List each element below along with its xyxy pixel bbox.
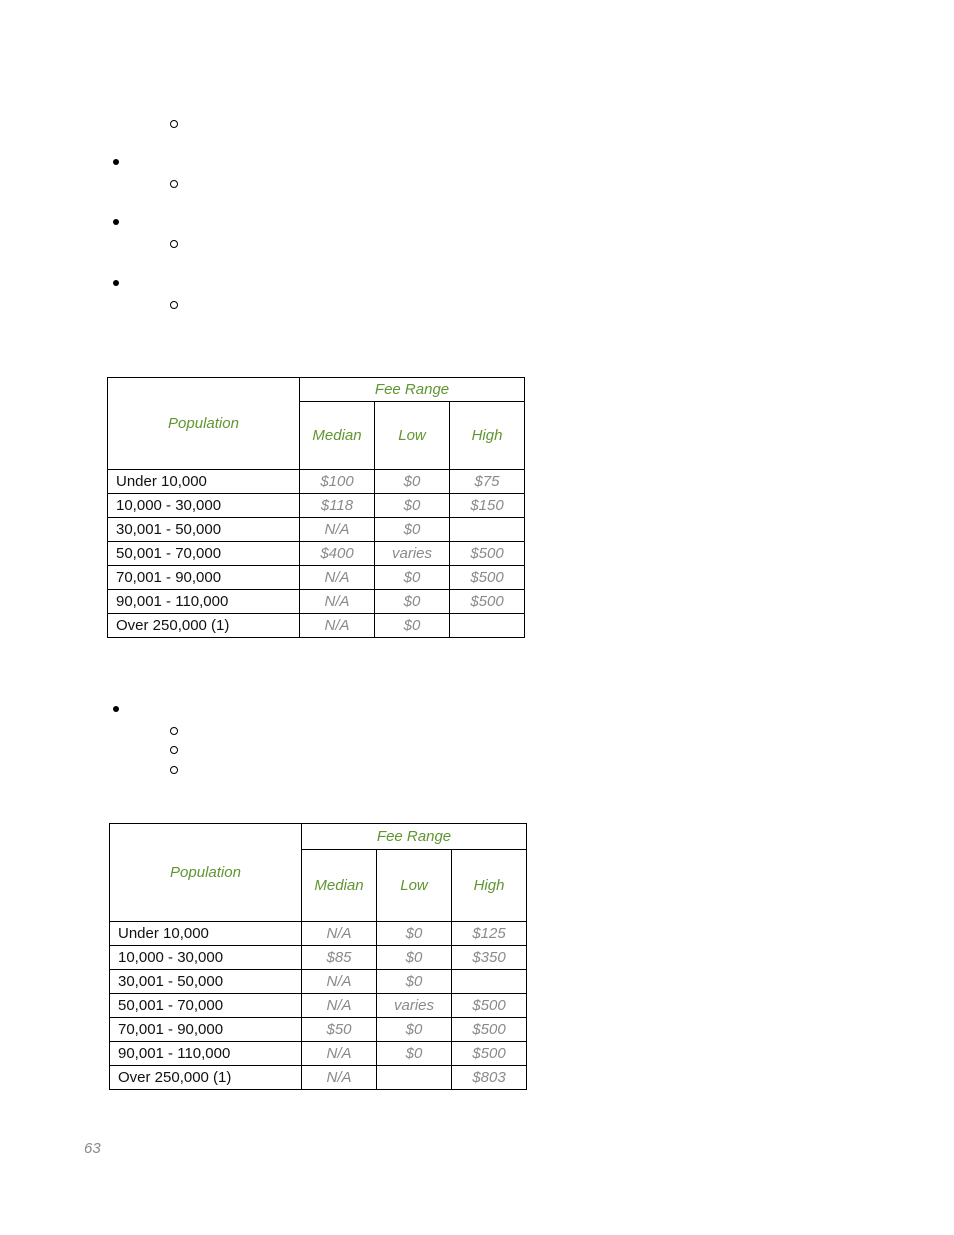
median-cell: $50 — [302, 1018, 377, 1042]
bullet-marker — [113, 706, 119, 712]
low-header: Low — [375, 402, 450, 470]
low-cell: $0 — [375, 494, 450, 518]
median-cell: N/A — [300, 566, 375, 590]
median-cell: N/A — [302, 994, 377, 1018]
sub-bullet-marker — [170, 180, 178, 188]
high-cell: $500 — [450, 542, 525, 566]
population-cell: Over 250,000 (1) — [110, 1066, 302, 1090]
population-cell: 70,001 - 90,000 — [108, 566, 300, 590]
population-cell: 90,001 - 110,000 — [108, 590, 300, 614]
table-row — [110, 946, 527, 970]
median-cell: N/A — [300, 590, 375, 614]
low-cell: $0 — [377, 970, 452, 994]
table-row — [110, 1066, 527, 1090]
high-cell: $500 — [450, 590, 525, 614]
table-row — [108, 518, 525, 542]
table-row — [110, 994, 527, 1018]
fee-table-2 — [109, 823, 527, 1090]
median-cell: $118 — [300, 494, 375, 518]
median-header: Median — [300, 402, 375, 470]
table-row — [110, 970, 527, 994]
low-cell: $0 — [377, 946, 452, 970]
population-header: Population — [110, 824, 302, 922]
table-row — [108, 470, 525, 494]
population-header: Population — [108, 378, 300, 470]
low-cell: $0 — [375, 590, 450, 614]
low-cell — [377, 1066, 452, 1090]
fee-range-header: Fee Range — [300, 378, 525, 402]
low-cell: $0 — [377, 922, 452, 946]
median-cell: $100 — [300, 470, 375, 494]
bullet-marker — [113, 159, 119, 165]
table-row — [108, 614, 525, 638]
population-cell: 70,001 - 90,000 — [110, 1018, 302, 1042]
high-cell: $500 — [450, 566, 525, 590]
high-cell: $803 — [452, 1066, 527, 1090]
population-cell: 50,001 - 70,000 — [110, 994, 302, 1018]
low-cell: $0 — [375, 614, 450, 638]
high-cell: $500 — [452, 1042, 527, 1066]
high-header: High — [450, 402, 525, 470]
population-cell: 90,001 - 110,000 — [110, 1042, 302, 1066]
fee-table-1 — [107, 377, 525, 638]
sub-bullet-marker — [170, 240, 178, 248]
median-cell: N/A — [300, 518, 375, 542]
median-cell: N/A — [302, 1066, 377, 1090]
high-cell — [452, 970, 527, 994]
low-cell: $0 — [375, 566, 450, 590]
low-cell: $0 — [375, 518, 450, 542]
population-cell: Under 10,000 — [108, 470, 300, 494]
median-cell: $400 — [300, 542, 375, 566]
sub-bullet-marker — [170, 766, 178, 774]
low-cell: $0 — [377, 1042, 452, 1066]
high-cell: $500 — [452, 1018, 527, 1042]
high-cell: $75 — [450, 470, 525, 494]
table-row — [108, 566, 525, 590]
median-cell: $85 — [302, 946, 377, 970]
sub-bullet-marker — [170, 727, 178, 735]
population-cell: 30,001 - 50,000 — [110, 970, 302, 994]
median-cell: N/A — [302, 1042, 377, 1066]
low-cell: $0 — [375, 470, 450, 494]
sub-bullet-marker — [170, 301, 178, 309]
sub-bullet-marker — [170, 746, 178, 754]
high-cell — [450, 518, 525, 542]
table-row — [108, 494, 525, 518]
population-cell: 10,000 - 30,000 — [108, 494, 300, 518]
median-header: Median — [302, 850, 377, 922]
high-cell: $350 — [452, 946, 527, 970]
bullet-marker — [113, 219, 119, 225]
population-cell: Over 250,000 (1) — [108, 614, 300, 638]
population-cell: Under 10,000 — [110, 922, 302, 946]
high-header: High — [452, 850, 527, 922]
population-cell: 50,001 - 70,000 — [108, 542, 300, 566]
table-row — [110, 1018, 527, 1042]
table-row — [110, 1042, 527, 1066]
table-row — [108, 542, 525, 566]
low-cell: varies — [375, 542, 450, 566]
high-cell: $125 — [452, 922, 527, 946]
sub-bullet-marker — [170, 120, 178, 128]
population-cell: 30,001 - 50,000 — [108, 518, 300, 542]
high-cell: $500 — [452, 994, 527, 1018]
high-cell: $150 — [450, 494, 525, 518]
population-cell: 10,000 - 30,000 — [110, 946, 302, 970]
table-row — [110, 922, 527, 946]
median-cell: N/A — [300, 614, 375, 638]
page-number: 63 — [84, 1140, 101, 1157]
median-cell: N/A — [302, 922, 377, 946]
bullet-marker — [113, 280, 119, 286]
low-header: Low — [377, 850, 452, 922]
median-cell: N/A — [302, 970, 377, 994]
table-row — [108, 590, 525, 614]
high-cell — [450, 614, 525, 638]
low-cell: varies — [377, 994, 452, 1018]
low-cell: $0 — [377, 1018, 452, 1042]
fee-range-header: Fee Range — [302, 824, 527, 850]
